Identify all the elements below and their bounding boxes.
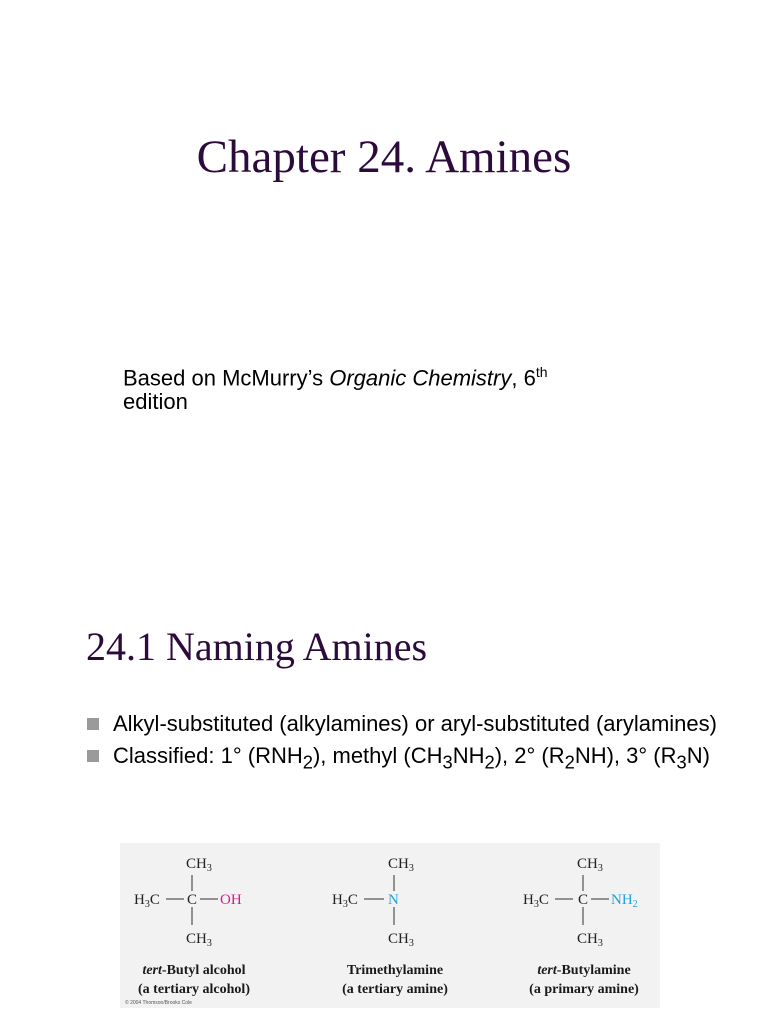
square-bullet-icon (87, 750, 99, 762)
ch3-bottom-label: $CH_3$ (186, 931, 212, 949)
structure-class: (a tertiary alcohol) (138, 982, 250, 997)
section-title: 24.1 Naming Amines (86, 624, 428, 669)
edition-superscript: th (535, 364, 548, 380)
bullet-item (86, 712, 726, 736)
carbon-label: C (187, 892, 198, 908)
slide-title: Chapter 24. Amines (196, 131, 572, 183)
structure-name: tert-Butylamine (537, 963, 631, 978)
subtitle-sep: , 6 (511, 365, 536, 391)
tert-butylamine-structure (523, 856, 639, 997)
ch3-bottom-label: $CH_3$ (388, 931, 414, 949)
nitrogen-label: N (388, 892, 399, 908)
h3c-label: $H_3C$ (134, 892, 160, 910)
bullet-item (86, 744, 726, 774)
bullet-list (86, 712, 726, 782)
ch3-top-label: $CH_3$ (388, 856, 414, 874)
amino-group-label: $NH_2$ (611, 892, 638, 910)
structure-class: (a primary amine) (529, 982, 639, 997)
subtitle (123, 360, 683, 414)
subtitle-prefix: Based on McMurry’s (123, 365, 330, 391)
tert-butyl-alcohol-structure (134, 856, 250, 997)
structure-name: tert-Butyl alcohol (142, 963, 246, 978)
h3c-label: $H_3C$ (332, 892, 358, 910)
amine-structures-figure (120, 843, 660, 1008)
bullet-text: Alkyl-substituted (alkylamines) or aryl-substituted (arylamines) (113, 711, 717, 736)
square-bullet-icon (87, 718, 99, 730)
book-title: Organic Chemistry (329, 365, 512, 391)
ch3-bottom-label: $CH_3$ (577, 931, 603, 949)
carbon-label: C (578, 892, 589, 908)
copyright-credit: © 2004 Thomson/Brooks Cole (125, 1000, 192, 1006)
ch3-top-label: $CH_3$ (186, 856, 212, 874)
structure-class: (a tertiary amine) (342, 982, 448, 997)
bullet-text: Classified: 1° $(RNH_2)$, methyl $(CH_3NH_2)$, 2° $(R_2NH)$, 3° $(R_3N)$ (113, 743, 710, 773)
structure-name: Trimethylamine (346, 963, 444, 978)
subtitle-suffix: edition (123, 389, 188, 415)
h3c-label: $H_3C$ (523, 892, 549, 910)
hydroxyl-label: OH (220, 892, 242, 908)
trimethylamine-structure (332, 856, 448, 997)
ch3-top-label: $CH_3$ (577, 856, 603, 874)
